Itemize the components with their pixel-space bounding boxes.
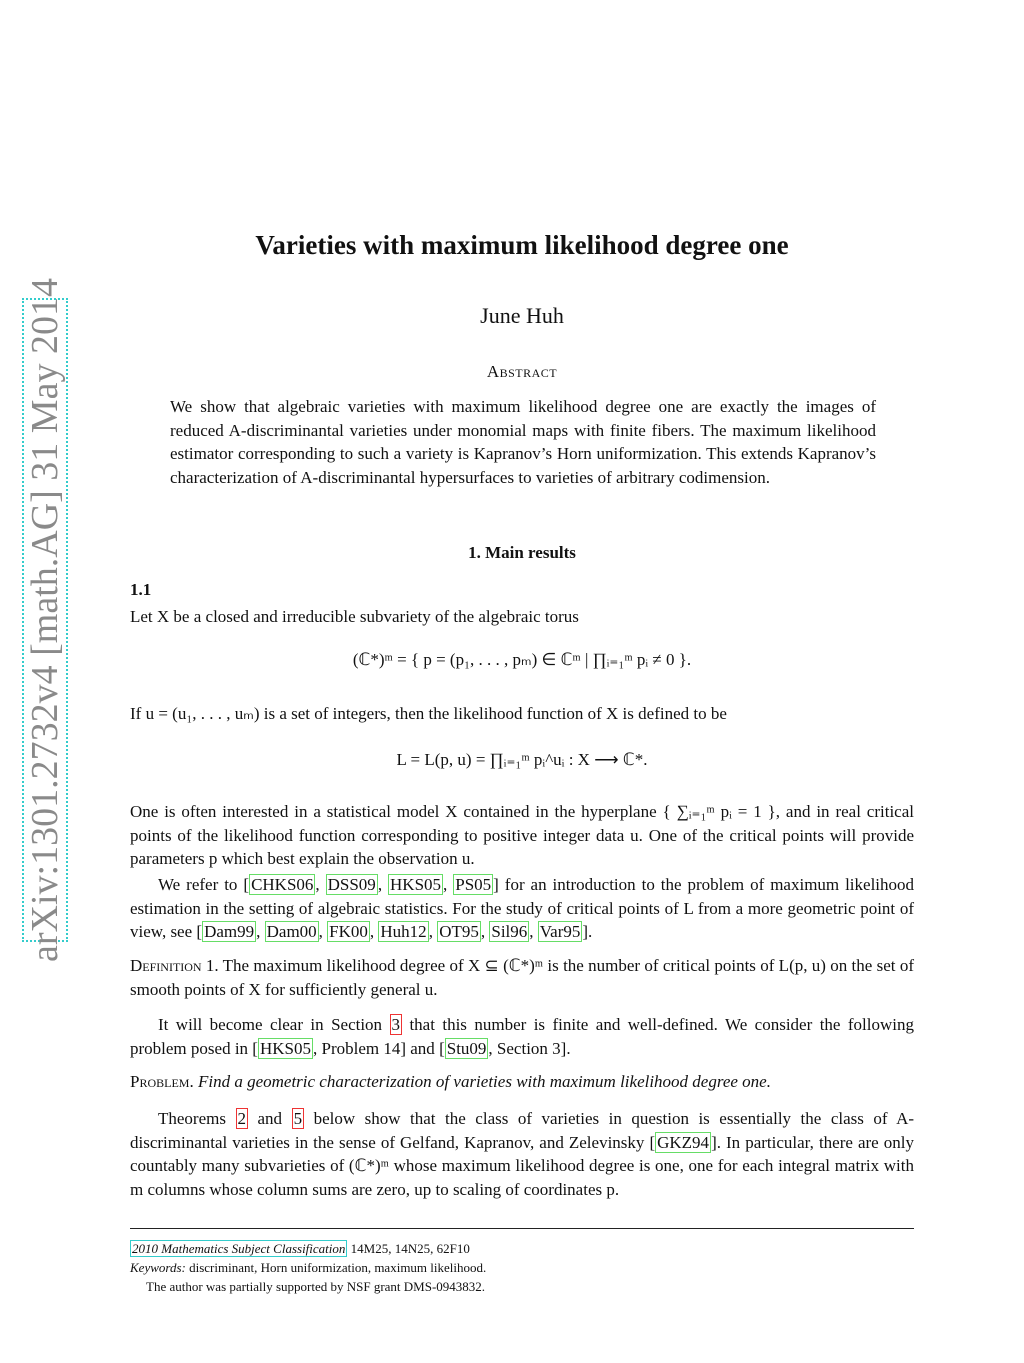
arxiv-stamp[interactable] — [22, 278, 68, 962]
footnote-support: The author was partially supported by NSF grant DMS-0943832. — [146, 1279, 486, 1294]
keywords-text: discriminant, Horn uniformization, maximum likelihood. — [189, 1260, 487, 1275]
text-segment: Theorems — [158, 1109, 226, 1128]
citation-link[interactable]: Huh12 — [380, 922, 427, 941]
text-segment: below show that the class of varieties in question is essentially the class of A-discriminantal varieties in the sense of Gelfand, Kapranov, and Zelevinsky — [130, 1109, 915, 1152]
definition-text: The maximum likelihood degree of X ⊆ (ℂ*)ᵐ is the number of critical points of L(p, u) on the set of smooth points of X for sufficiently general u. — [130, 956, 914, 999]
keywords-label: Keywords: — [130, 1260, 186, 1275]
paper-title: Varieties with maximum likelihood degree one — [255, 230, 789, 260]
text-segment: , Section 3]. — [488, 1038, 571, 1058]
abstract-heading: Abstract — [486, 362, 558, 381]
footnote-msc — [130, 1240, 914, 1258]
section-ref-link[interactable]: 3 — [391, 1015, 400, 1034]
msc-link[interactable]: 2010 Mathematics Subject Classification — [132, 1241, 346, 1256]
subsection-heading: 1.1 — [130, 580, 152, 599]
citation-link[interactable]: Var95 — [539, 922, 581, 941]
citation-link[interactable]: CHKS06 — [251, 875, 314, 894]
citation-link[interactable]: HKS05 — [390, 875, 442, 894]
paragraph-likelihood: If u = (u₁, . . . , uₘ) is a set of integers, then the likelihood function of X is defined to be — [130, 704, 727, 723]
paragraph-theorems: Theorems 2 and 5 below show that the class of varieties in question is essentially the class of A-discriminantal varieties in the sense of Gelfand, Kapranov, and Zelevinsky [ GKZ94 ]. In particular, there are only countably many subvarieties of (ℂ*)ᵐ whose maximum likelihood degree is one, one for each integral matrix with m columns whose column sums are zero, up to scaling of coordinates p. — [130, 1109, 915, 1199]
text-segment: We refer to — [158, 875, 238, 894]
msc-codes: 14M25, 14N25, 62F10 — [350, 1241, 470, 1256]
problem-label: Problem. — [130, 1072, 194, 1091]
author-name: June Huh — [480, 303, 564, 328]
equation-torus: (ℂ*)ᵐ = { p = (p₁, . . . , pₘ) ∈ ℂᵐ | ∏ᵢ₌₁ᵐ pᵢ ≠ 0 }. — [352, 650, 692, 669]
text-segment: that this number is finite and well-defined. We consider the following problem posed in — [130, 1015, 914, 1058]
footnote-keywords — [130, 1259, 914, 1277]
problem-block — [130, 1070, 914, 1094]
problem-text: Find a geometric characterization of varieties with maximum likelihood degree one. — [197, 1072, 771, 1091]
text-segment: . In particular, there are only countably many subvarieties of (ℂ*)ᵐ whose maximum likelihood degree is one, one for each integral matrix with m columns whose column sums are zero, up to scaling of coordinates p. — [130, 1132, 914, 1199]
definition-label: Definition 1. — [130, 956, 219, 975]
paragraph-references: We refer to [ CHKS06 , DSS09 , HKS05 , PS05 ] for an introduction to the problem of maximum likelihood estimation in the setting of algebraic statistics. For the study of critical points of L from a more geometric point of view, see [ Dam99 , Dam00 , FK00 , Huh12 , OT95 , Sil96 , Var95 ]. — [130, 875, 915, 941]
paragraph-problem-intro: It will become clear in Section 3 that this number is finite and well-defined. We consider the following problem posed in [ HKS05 , Problem 14] and [ Stu09 , Section 3]. — [130, 1015, 914, 1058]
citation-link[interactable]: Dam99 — [204, 922, 255, 941]
theorem-ref-link[interactable]: 5 — [293, 1109, 303, 1128]
citation-link[interactable]: FK00 — [329, 922, 368, 941]
definition-block — [130, 954, 914, 1001]
paragraph-statistical-model: One is often interested in a statistical model X contained in the hyperplane { ∑ᵢ₌₁ᵐ pᵢ = 1 }, and in real critical points of the likelihood function corresponding to positive integer data u. One of the critical points will provide parameters p which best explain the observation u. — [130, 802, 914, 868]
citation-link[interactable]: PS05 — [455, 875, 492, 894]
equation-likelihood: L = L(p, u) = ∏ᵢ₌₁ᵐ pᵢ^uᵢ : X ⟶ ℂ*. — [396, 750, 648, 769]
citation-link[interactable]: DSS09 — [327, 875, 376, 894]
citation-link[interactable]: GKZ94 — [657, 1132, 710, 1152]
abstract-text: We show that algebraic varieties with maximum likelihood degree one are exactly the images of reduced A-discriminantal varieties under monomial maps with finite fibers. The maximum likelihood estimator corresponding to such a variety is Kapranov’s Horn uniformization. This extends Kapranov’s characterization of A-discriminantal hypersurfaces to varieties of arbitrary codimension. — [170, 397, 876, 487]
paragraph-torus: Let X be a closed and irreducible subvariety of the algebraic torus — [130, 607, 579, 626]
footnote-rule — [130, 1228, 914, 1229]
citation-link[interactable]: OT95 — [439, 922, 479, 941]
text-segment: It will become clear in Section — [158, 1015, 383, 1034]
text-segment: for an introduction to the problem of maximum likelihood estimation in the setting of algebraic statistics. For the study of critical points of L from a more geometric point of view, see — [130, 875, 915, 941]
citation-link[interactable]: HKS05 — [259, 1038, 311, 1058]
section-heading: 1. Main results — [468, 543, 576, 562]
theorem-ref-link[interactable]: 2 — [237, 1109, 246, 1128]
citation-link[interactable]: Sil96 — [491, 922, 528, 941]
citation-link[interactable]: Dam00 — [266, 922, 317, 941]
text-segment: and — [257, 1109, 283, 1128]
text-segment: , Problem 14] and — [312, 1038, 435, 1058]
citation-link[interactable]: Stu09 — [446, 1038, 487, 1058]
arxiv-id: arXiv:1301.2732v4 [math.AG] 31 May 2014 — [24, 278, 66, 962]
